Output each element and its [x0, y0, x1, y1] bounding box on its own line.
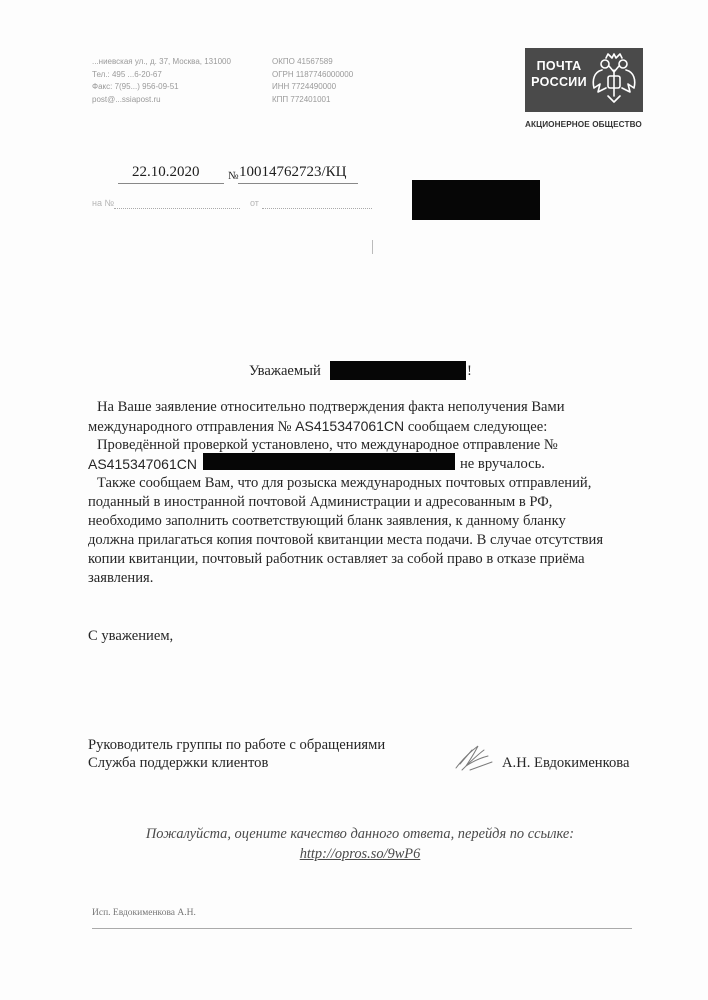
recipient-address-redacted [412, 180, 540, 220]
phone-line: Тел.: 495 ...6-20-67 [92, 69, 162, 79]
logo-line-2: РОССИИ [531, 75, 587, 89]
signature-icon [452, 740, 498, 774]
company-registration-block [272, 56, 353, 106]
salutation-exclamation: ! [467, 363, 472, 379]
logo-line-1: ПОЧТА [536, 59, 582, 73]
ogrn-line: ОГРН 1187746000000 [272, 69, 354, 79]
salutation: Уважаемый [249, 363, 321, 379]
reference-label: на № [92, 198, 115, 208]
footer-rule [92, 928, 632, 929]
reference-from-label: от [250, 198, 259, 208]
feedback-text: Пожалуйста, оцените качество данного ответа, перейдя по ссылке: [145, 826, 575, 842]
fax-line: Факс: 7(95...) 956-09-51 [92, 82, 179, 91]
kpp-line: КПП 772401001 [272, 94, 331, 104]
recipient-name-redacted [330, 361, 466, 380]
logo-wordmark [531, 58, 587, 90]
body-line-3: Проведённой проверкой установлено, что международное отправление № [97, 437, 558, 453]
body-line-2-end: сообщаем следующее: [407, 419, 548, 435]
body-line-6: поданный в иностранной почтовой Администрации и адресованным в РФ, [88, 494, 553, 510]
address-line: ...ниевская ул., д. 37, Москва, 131000 [92, 57, 231, 66]
reference-number-line [114, 208, 240, 209]
logo-subtitle: АКЦИОНЕРНОЕ ОБЩЕСТВО [525, 120, 642, 129]
body-line-7: необходимо заполнить соответствующий бланк заявления, к данному бланку [88, 513, 566, 529]
reference-date-line [262, 208, 372, 209]
details-redacted [203, 453, 455, 470]
letter-number: 10014762723/КЦ [239, 164, 347, 180]
body-line-2-text: международного отправления № [88, 419, 292, 435]
closing-phrase: С уважением, [88, 628, 174, 644]
body-line-5: Также сообщаем Вам, что для розыска международных почтовых отправлений, [97, 475, 592, 491]
email-line: post@...ssiapost.ru [92, 94, 161, 104]
letter-date: 22.10.2020 [132, 164, 200, 180]
number-underline [238, 183, 358, 184]
scan-mark [372, 240, 373, 254]
body-line-9: копии квитанции, почтовый работник оставляет за собой право в отказе приёма [88, 551, 585, 567]
double-headed-eagle-icon [588, 52, 640, 108]
body-line-2 [88, 417, 547, 437]
number-sign: № [228, 170, 239, 182]
not-delivered-text: не вручалось. [460, 456, 545, 472]
signer-name: А.Н. Евдокименкова [502, 755, 630, 771]
tracking-number-repeat: AS415347061CN [88, 456, 197, 472]
signer-position: Руководитель группы по работе с обращениями [88, 737, 386, 753]
inn-line: ИНН 7724490000 [272, 82, 337, 91]
date-underline [118, 183, 224, 184]
signer-department: Служба поддержки клиентов [88, 755, 269, 771]
body-line-10: заявления. [88, 570, 154, 586]
feedback-request [100, 824, 620, 864]
tracking-number: AS415347061CN [295, 418, 405, 434]
company-address-block [92, 56, 231, 106]
okpo-line: ОКПО 41567589 [272, 57, 333, 66]
feedback-link[interactable]: http://opros.so/9wP6 [299, 846, 421, 862]
executor-note: Исп. Евдокименкова А.Н. [92, 908, 196, 918]
body-line-8: должна прилагаться копия почтовой квитанции места подачи. В случае отсутствия [88, 532, 604, 548]
body-line-1: На Ваше заявление относительно подтверждения факта неполучения Вами [97, 399, 565, 415]
